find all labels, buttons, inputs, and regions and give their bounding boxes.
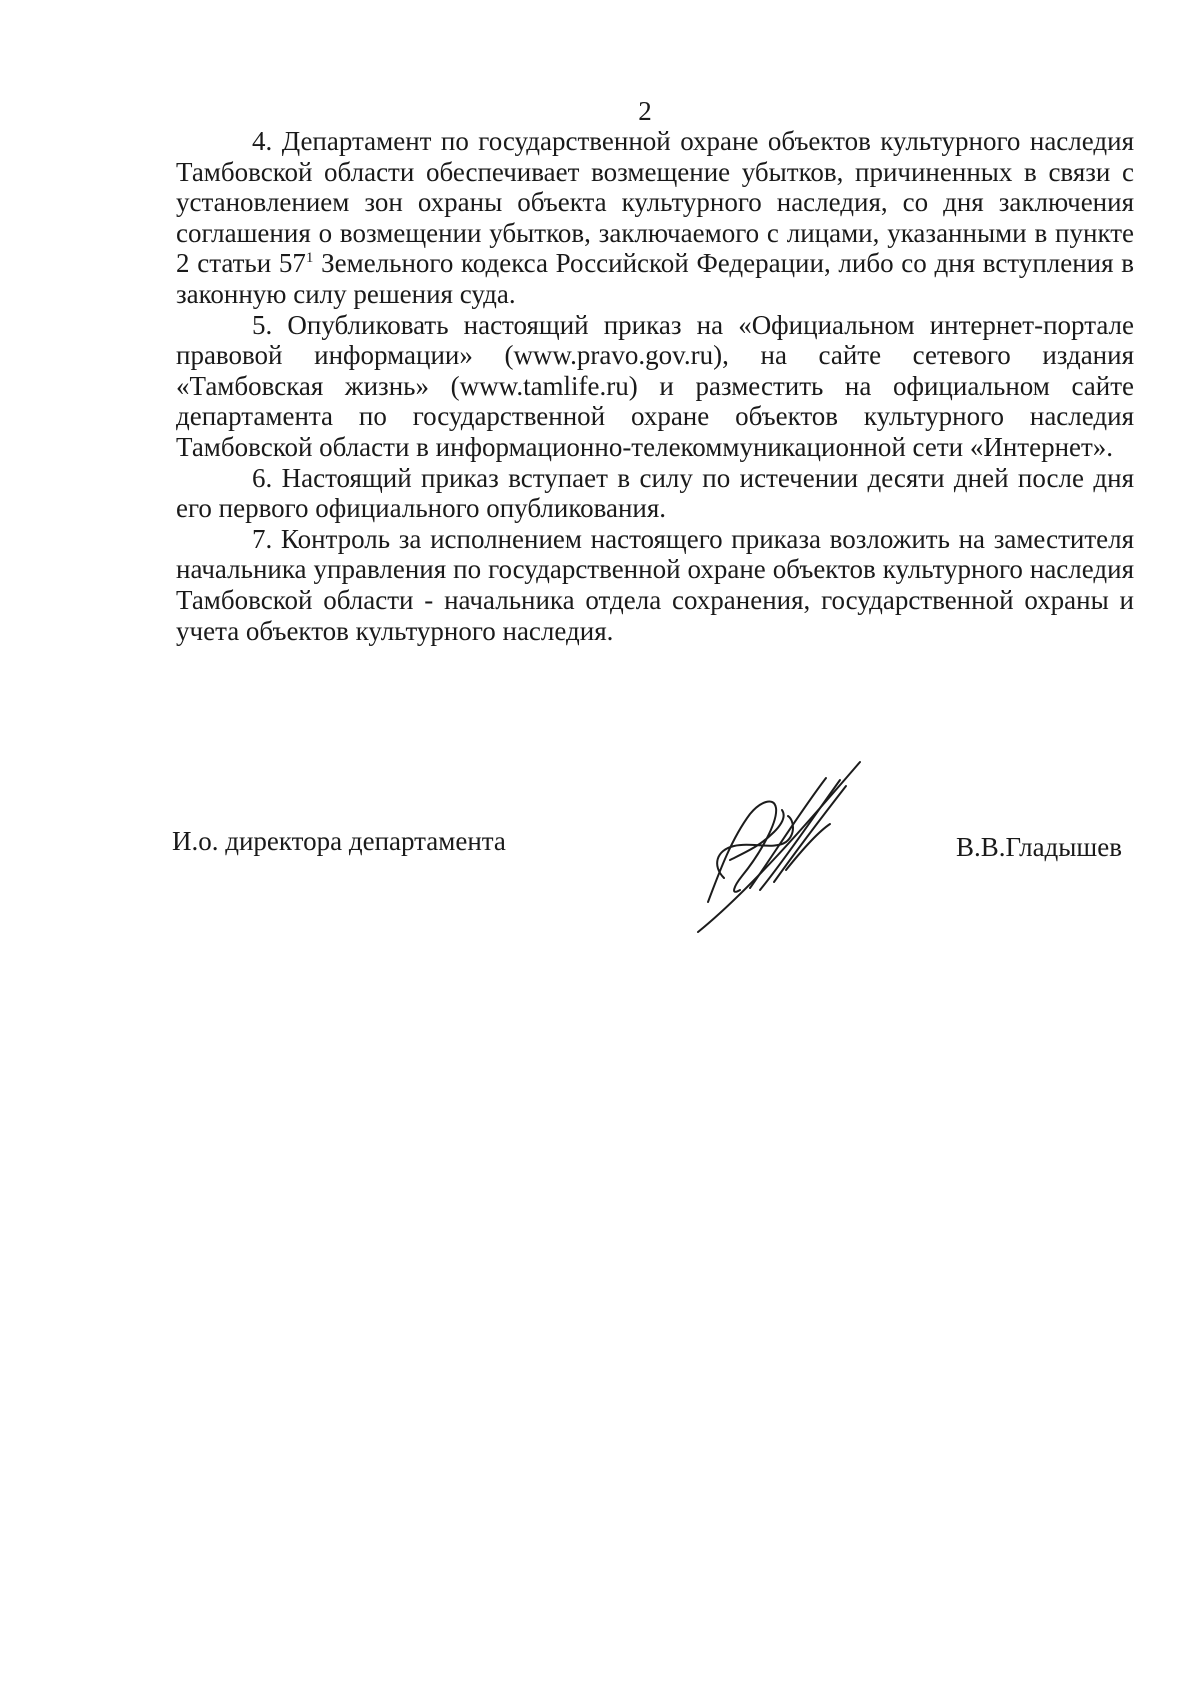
signatory-role: И.о. директора департамента xyxy=(172,826,506,856)
signatory-name: В.В.Гладышев xyxy=(956,832,1122,862)
paragraph-7: 7. Контроль за исполнением настоящего приказа возложить на заместителя начальника управления по государственной охране объектов культурного наследия Тамбовской области - начальника отдела сохранения, государственной охраны и учета объектов культурного наследия. xyxy=(176,523,1134,646)
paragraph-4 xyxy=(176,126,1134,310)
page-number: 2 xyxy=(638,96,652,126)
article-superscript: 1 xyxy=(305,250,314,267)
paragraph-4-text-end: Земельного кодекса Российской Федерации, либо со дня вступления в законную силу решения суда. xyxy=(176,248,1134,309)
handwritten-signature xyxy=(690,750,900,935)
paragraph-6: 6. Настоящий приказ вступает в силу по истечении десяти дней после дня его первого официального опубликования. xyxy=(176,462,1134,524)
document-body xyxy=(176,126,1134,646)
paragraph-4-text: 4. Департамент по государственной охране объектов культурного наследия Тамбовской области обеспечивает возмещение убытков, причиненных в связи с установлением зон охраны объекта культурного наследия, со дня заключения соглашения о возмещении убытков, заключаемого с лицами, указанными в пункте 2 статьи 57 xyxy=(176,126,1134,279)
paragraph-5: 5. Опубликовать настоящий приказ на «Официальном интернет-портале правовой информации» (www.pravo.gov.ru), на сайте сетевого издания «Тамбовская жизнь» (www.tamlife.ru) и разместить на официальном сайте департамента по государственной охране объектов культурного наследия Тамбовской области в информационно-телекоммуникационной сети «Интернет». xyxy=(176,309,1134,462)
